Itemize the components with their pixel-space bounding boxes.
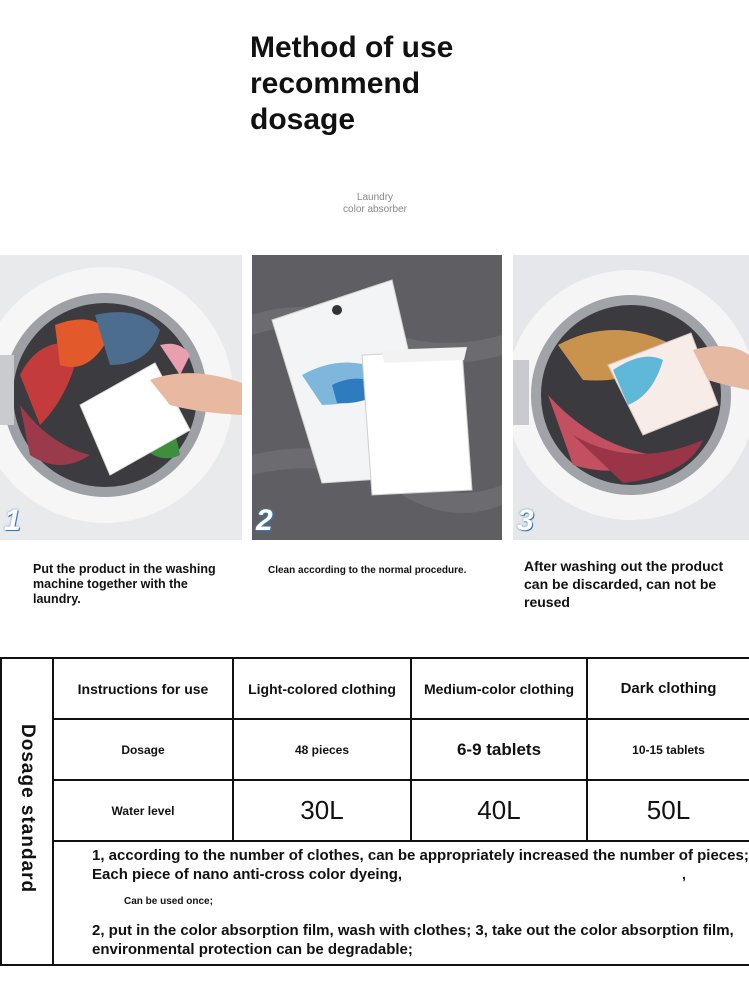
notes-cell <box>53 841 749 965</box>
header-instructions: Instructions for use <box>53 658 233 719</box>
dosage-light: 48 pieces <box>233 719 411 780</box>
step-3-photo <box>513 255 749 540</box>
product-label <box>330 192 420 216</box>
side-label: Dosage standard <box>17 724 38 894</box>
step-1-caption: Put the product in the washing machine together with the laundry. <box>33 562 216 606</box>
water-medium: 40L <box>411 780 587 841</box>
table-row <box>1 780 749 841</box>
product-label-line-1: Laundry <box>356 192 394 203</box>
dosage-table <box>0 657 749 966</box>
water-dark: 50L <box>587 780 749 841</box>
row-label-water: Water level <box>53 780 233 841</box>
product-label-line-2: color absorber <box>343 204 407 215</box>
dosage-medium: 6-9 tablets <box>411 719 587 780</box>
dosage-dark: 10-15 tablets <box>587 719 749 780</box>
table-header-row <box>1 658 749 719</box>
water-light: 30L <box>233 780 411 841</box>
stray-mark: , <box>682 866 686 882</box>
step-1-photo <box>0 255 242 540</box>
step-2-caption: Clean according to the normal procedure. <box>268 565 467 576</box>
title-line-1: Method of use <box>250 31 454 64</box>
page-title <box>250 30 453 138</box>
table-row <box>1 719 749 780</box>
header-light: Light-colored clothing <box>233 658 411 719</box>
note-line-2: 2, put in the color absorption film, wash with clothes; 3, take out the color absorption film, environmental protection can be degradable; <box>92 922 734 958</box>
title-line-2: recommend <box>250 67 421 100</box>
header-dark: Dark clothing <box>587 658 749 719</box>
step-3-caption: After washing out the product can be discarded, can not be reused <box>524 558 724 610</box>
title-line-3: dosage <box>250 103 356 136</box>
note-line-1: 1, according to the number of clothes, can be appropriately increased the number of pieces; Each piece of nano anti-cross color dyeing, <box>92 847 749 883</box>
row-label-dosage: Dosage <box>53 719 233 780</box>
header-medium: Medium-color clothing <box>411 658 587 719</box>
side-label-cell <box>1 658 53 965</box>
step-3-number: 3 <box>517 504 534 537</box>
note-small: Can be used once; <box>124 896 213 907</box>
notes-row <box>1 841 749 965</box>
step-2-photo <box>252 255 502 540</box>
step-1-number: 1 <box>4 504 21 537</box>
step-2-number: 2 <box>256 504 273 537</box>
